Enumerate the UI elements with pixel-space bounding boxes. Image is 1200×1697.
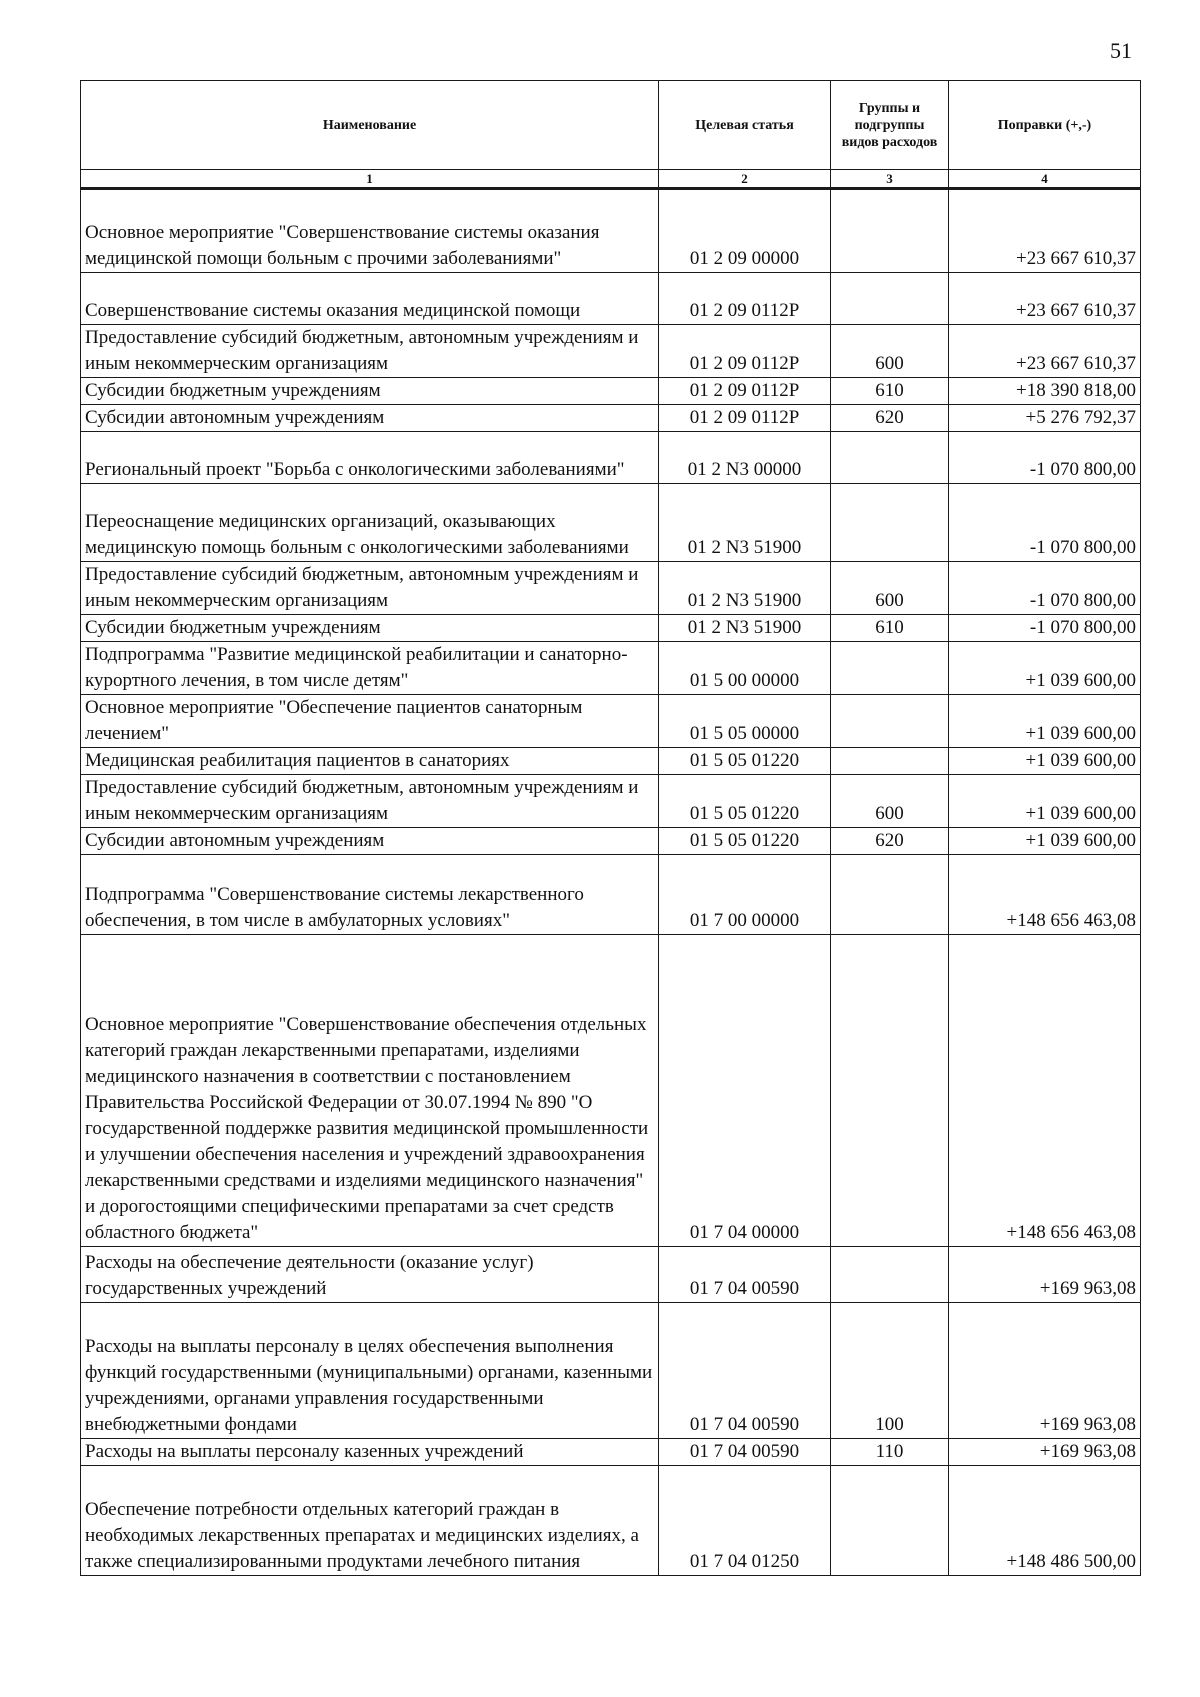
column-header-name: Наименование	[81, 81, 659, 170]
row-amount: -1 070 800,00	[949, 615, 1141, 642]
row-amount: +148 656 463,08	[949, 935, 1141, 1247]
row-group: 620	[831, 405, 949, 432]
table-row	[81, 855, 1141, 935]
row-name: Расходы на обеспечение деятельности (оказание услуг) государственных учреждений	[81, 1247, 659, 1303]
row-amount: +169 963,08	[949, 1439, 1141, 1466]
table-row	[81, 189, 1141, 273]
column-number-4: 4	[949, 170, 1141, 189]
row-name: Основное мероприятие "Совершенствование обеспечения отдельных категорий граждан лекарственными препаратами, изделиями медицинского назначения в соответствии с постановлением Правительства Российской Федерации от 30.07.1994 № 890 "О государственной поддержке развития медицинской промышленности и улучшении обеспечения населения и учреждений здравоохранения лекарственными средствами и изделиями медицинского назначения" и дорогостоящими специфическими препаратами за счет средств областного бюджета"	[81, 935, 659, 1247]
row-group: 600	[831, 775, 949, 828]
row-group: 600	[831, 562, 949, 615]
row-amount: -1 070 800,00	[949, 484, 1141, 562]
row-target-code: 01 2 09 0112P	[659, 273, 831, 325]
row-group	[831, 273, 949, 325]
row-amount: +1 039 600,00	[949, 828, 1141, 855]
row-name: Основное мероприятие "Обеспечение пациентов санаторным лечением"	[81, 695, 659, 748]
row-group: 110	[831, 1439, 949, 1466]
column-number-3: 3	[831, 170, 949, 189]
row-amount: +169 963,08	[949, 1303, 1141, 1439]
row-amount: +1 039 600,00	[949, 695, 1141, 748]
budget-table-container	[80, 80, 1140, 1576]
row-target-code: 01 2 09 0112P	[659, 405, 831, 432]
table-header-row	[81, 81, 1141, 170]
row-target-code: 01 5 05 01220	[659, 828, 831, 855]
row-target-code: 01 7 04 00590	[659, 1439, 831, 1466]
row-name: Предоставление субсидий бюджетным, автономным учреждениям и иным некоммерческим организациям	[81, 325, 659, 378]
table-row	[81, 615, 1141, 642]
table-row	[81, 1466, 1141, 1576]
row-group	[831, 748, 949, 775]
row-group	[831, 189, 949, 273]
row-amount: +148 486 500,00	[949, 1466, 1141, 1576]
row-target-code: 01 7 04 00590	[659, 1303, 831, 1439]
row-name: Медицинская реабилитация пациентов в санаториях	[81, 748, 659, 775]
row-group	[831, 855, 949, 935]
row-group	[831, 935, 949, 1247]
row-group: 620	[831, 828, 949, 855]
table-row	[81, 748, 1141, 775]
row-name: Расходы на выплаты персоналу в целях обеспечения выполнения функций государственными (муниципальными) органами, казенными учреждениями, органами управления государственными внебюджетными фондами	[81, 1303, 659, 1439]
row-amount: +23 667 610,37	[949, 189, 1141, 273]
table-row	[81, 828, 1141, 855]
row-name: Субсидии автономным учреждениям	[81, 405, 659, 432]
row-target-code: 01 7 00 00000	[659, 855, 831, 935]
row-target-code: 01 5 05 00000	[659, 695, 831, 748]
row-group: 600	[831, 325, 949, 378]
row-name: Переоснащение медицинских организаций, оказывающих медицинскую помощь больным с онкологическими заболеваниями	[81, 484, 659, 562]
row-target-code: 01 2 N3 51900	[659, 615, 831, 642]
row-target-code: 01 2 09 0112P	[659, 325, 831, 378]
row-target-code: 01 7 04 00000	[659, 935, 831, 1247]
row-name: Совершенствование системы оказания медицинской помощи	[81, 273, 659, 325]
table-row	[81, 325, 1141, 378]
row-amount: +169 963,08	[949, 1247, 1141, 1303]
row-amount: +1 039 600,00	[949, 642, 1141, 695]
row-name: Предоставление субсидий бюджетным, автономным учреждениям и иным некоммерческим организациям	[81, 562, 659, 615]
row-amount: +5 276 792,37	[949, 405, 1141, 432]
row-amount: +18 390 818,00	[949, 378, 1141, 405]
column-number-2: 2	[659, 170, 831, 189]
row-name: Предоставление субсидий бюджетным, автономным учреждениям и иным некоммерческим организациям	[81, 775, 659, 828]
row-amount: +1 039 600,00	[949, 775, 1141, 828]
table-row	[81, 432, 1141, 484]
column-number-1: 1	[81, 170, 659, 189]
row-name: Расходы на выплаты персоналу казенных учреждений	[81, 1439, 659, 1466]
table-row	[81, 273, 1141, 325]
row-group	[831, 484, 949, 562]
table-row	[81, 695, 1141, 748]
row-name: Основное мероприятие "Совершенствование системы оказания медицинской помощи больным с прочими заболеваниями"	[81, 189, 659, 273]
row-target-code: 01 2 09 0112P	[659, 378, 831, 405]
table-row	[81, 1303, 1141, 1439]
row-amount: +1 039 600,00	[949, 748, 1141, 775]
row-target-code: 01 7 04 01250	[659, 1466, 831, 1576]
row-group: 100	[831, 1303, 949, 1439]
row-name: Субсидии бюджетным учреждениям	[81, 378, 659, 405]
row-target-code: 01 5 05 01220	[659, 748, 831, 775]
row-group	[831, 1247, 949, 1303]
row-target-code: 01 5 05 01220	[659, 775, 831, 828]
row-name: Обеспечение потребности отдельных категорий граждан в необходимых лекарственных препаратах и медицинских изделиях, а также специализированными продуктами лечебного питания	[81, 1466, 659, 1576]
column-header-amount: Поправки (+,-)	[949, 81, 1141, 170]
table-row	[81, 378, 1141, 405]
row-group: 610	[831, 378, 949, 405]
row-amount: +148 656 463,08	[949, 855, 1141, 935]
row-target-code: 01 2 N3 00000	[659, 432, 831, 484]
row-amount: -1 070 800,00	[949, 562, 1141, 615]
row-name: Субсидии бюджетным учреждениям	[81, 615, 659, 642]
table-row	[81, 484, 1141, 562]
row-group	[831, 432, 949, 484]
row-target-code: 01 2 N3 51900	[659, 484, 831, 562]
row-name: Субсидии автономным учреждениям	[81, 828, 659, 855]
table-row	[81, 1247, 1141, 1303]
table-row	[81, 935, 1141, 1247]
table-row	[81, 775, 1141, 828]
page-number: 51	[1110, 38, 1132, 63]
row-name: Подпрограмма "Развитие медицинской реабилитации и санаторно-курортного лечения, в том числе детям"	[81, 642, 659, 695]
budget-table	[80, 80, 1141, 1576]
column-header-target: Целевая статья	[659, 81, 831, 170]
row-target-code: 01 2 09 00000	[659, 189, 831, 273]
row-group	[831, 1466, 949, 1576]
row-name: Региональный проект "Борьба с онкологическими заболеваниями"	[81, 432, 659, 484]
table-row	[81, 405, 1141, 432]
row-target-code: 01 2 N3 51900	[659, 562, 831, 615]
row-target-code: 01 5 00 00000	[659, 642, 831, 695]
row-amount: +23 667 610,37	[949, 325, 1141, 378]
row-target-code: 01 7 04 00590	[659, 1247, 831, 1303]
table-row	[81, 562, 1141, 615]
column-number-row	[81, 170, 1141, 189]
row-group	[831, 695, 949, 748]
row-group	[831, 642, 949, 695]
row-group: 610	[831, 615, 949, 642]
row-name: Подпрограмма "Совершенствование системы лекарственного обеспечения, в том числе в амбулаторных условиях"	[81, 855, 659, 935]
table-row	[81, 1439, 1141, 1466]
row-amount: -1 070 800,00	[949, 432, 1141, 484]
table-row	[81, 642, 1141, 695]
column-header-groups: Группы и подгруппы видов расходов	[831, 81, 949, 170]
row-amount: +23 667 610,37	[949, 273, 1141, 325]
